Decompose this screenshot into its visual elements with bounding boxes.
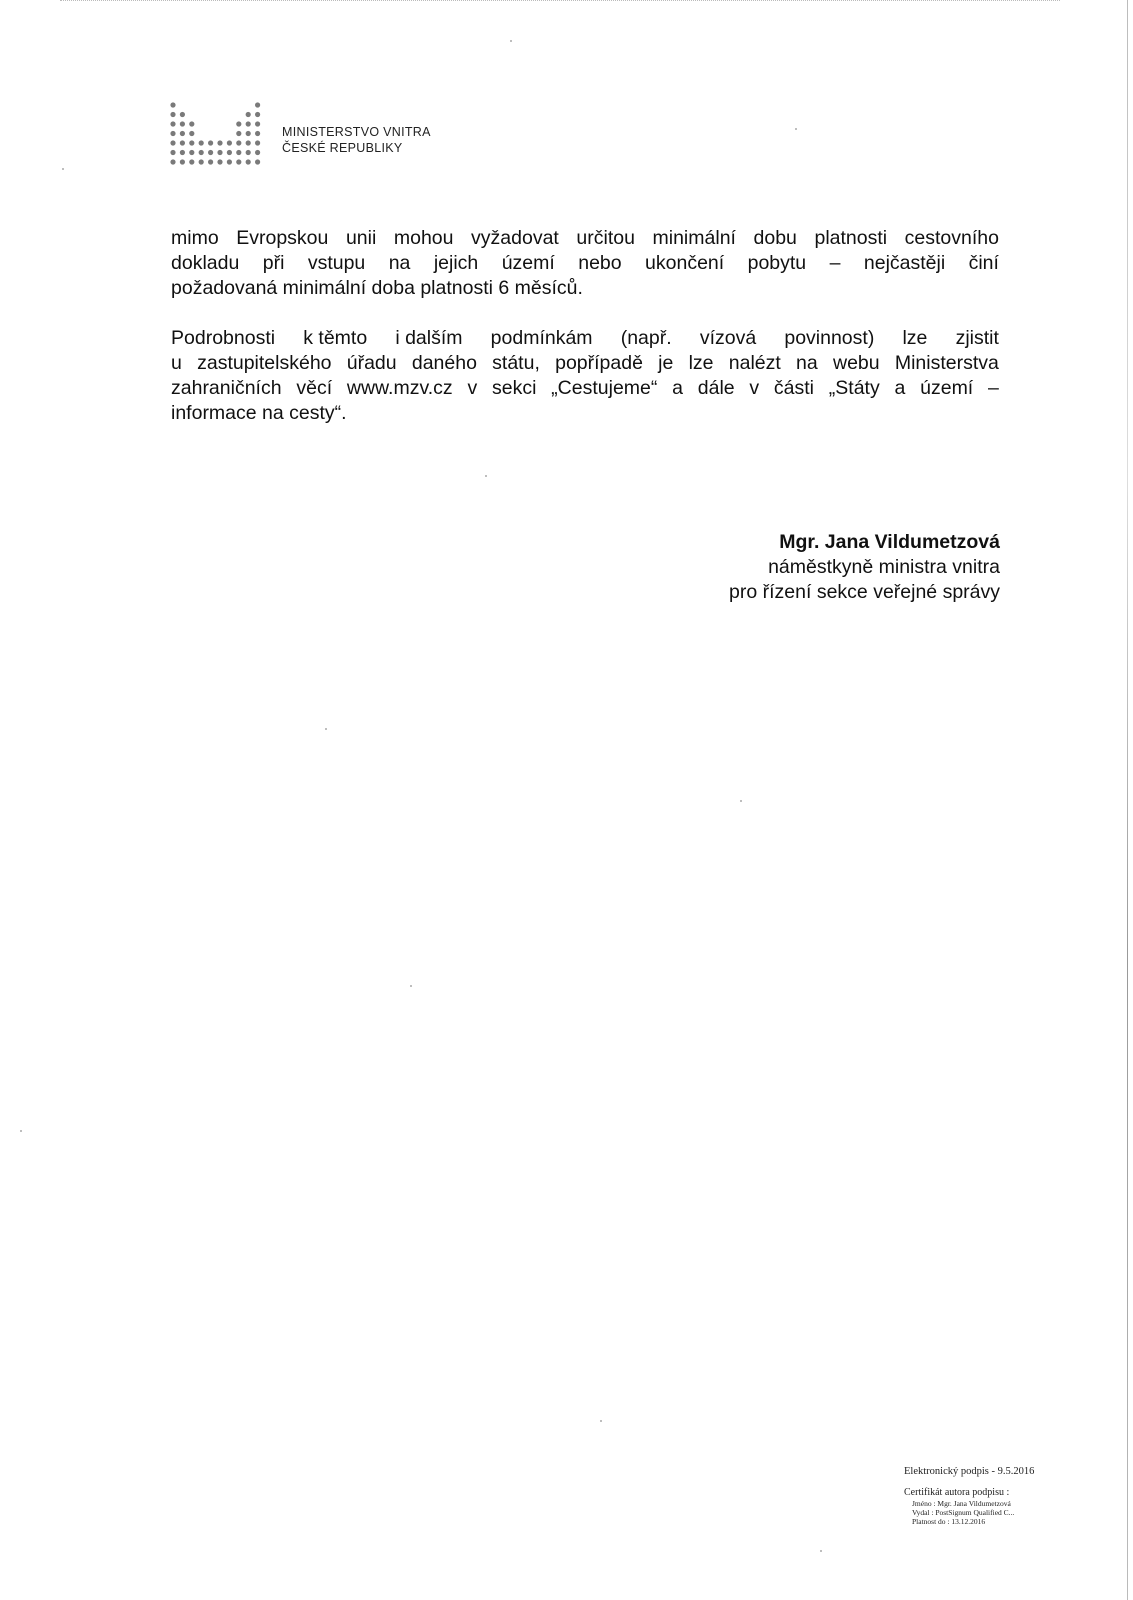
- paragraph-travel-document-validity: [171, 226, 999, 301]
- logo-dot: [236, 159, 241, 164]
- word: k těmto: [303, 327, 368, 349]
- logo-dot: [217, 140, 222, 145]
- mv-cr-dot-logo-icon: [170, 96, 270, 168]
- word: pobytu: [747, 252, 807, 274]
- scan-speck: [62, 168, 64, 170]
- word: platnosti: [814, 227, 888, 249]
- logo-dot: [170, 112, 175, 117]
- word: Podrobnosti: [171, 327, 276, 349]
- logo-dot: [170, 121, 175, 126]
- logo-dot: [189, 159, 194, 164]
- word: webu: [832, 352, 880, 374]
- word: lze: [902, 327, 928, 349]
- word: www.mzv.cz: [346, 377, 453, 399]
- text-line: [171, 376, 999, 401]
- word: zahraničních: [171, 377, 282, 399]
- org-line-1: MINISTERSTVO VNITRA: [282, 125, 431, 139]
- word: požadovaná minimální doba platnosti 6 měsíců.: [171, 277, 583, 299]
- word: „Státy: [828, 377, 880, 399]
- word: i dalším: [395, 327, 463, 349]
- word: při: [262, 252, 285, 274]
- logo-dot: [246, 112, 251, 117]
- logo-dot: [180, 159, 185, 164]
- word: informace na cesty“.: [171, 402, 347, 424]
- stamp-line-2: Certifikát autora podpisu :: [904, 1487, 1010, 1498]
- word: zjistit: [955, 327, 999, 349]
- logo-dot: [170, 150, 175, 155]
- text-line: [171, 326, 999, 351]
- logo-dot: [227, 159, 232, 164]
- word: minimální: [652, 227, 736, 249]
- word: území: [920, 377, 974, 399]
- scan-speck: [740, 800, 742, 802]
- word: je: [658, 352, 674, 374]
- logo-dot: [246, 131, 251, 136]
- word: sekci: [491, 377, 537, 399]
- logo-dot: [199, 159, 204, 164]
- scan-speck: [510, 40, 512, 42]
- logo-dot: [170, 140, 175, 145]
- scan-speck: [485, 475, 487, 477]
- scan-speck: [325, 728, 327, 730]
- word: vyžadovat: [471, 227, 559, 249]
- text-line: [171, 276, 999, 301]
- word: ukončení: [645, 252, 725, 274]
- word: mimo: [171, 227, 219, 249]
- logo-dot: [189, 150, 194, 155]
- logo-dot: [227, 140, 232, 145]
- logo-dot: [255, 121, 260, 126]
- scan-artifact-top: [60, 0, 1060, 2]
- text-line: [171, 351, 999, 376]
- word: mohou: [393, 227, 454, 249]
- word: činí: [968, 252, 999, 274]
- logo-dot: [217, 150, 222, 155]
- scan-speck: [410, 985, 412, 987]
- logo-dot: [255, 112, 260, 117]
- stamp-line-5: Platnost do : 13.12.2016: [912, 1517, 986, 1526]
- word: u: [171, 352, 182, 374]
- logo-dot: [236, 140, 241, 145]
- word: vízová: [699, 327, 757, 349]
- logo-dot: [255, 150, 260, 155]
- org-line-2: ČESKÉ REPUBLIKY: [282, 141, 403, 155]
- logo-dot: [227, 150, 232, 155]
- paragraph-further-information: [171, 326, 999, 426]
- stamp-line-4: Vydal : PostSignum Qualified C...: [912, 1508, 1015, 1517]
- word: dokladu: [171, 252, 240, 274]
- word: lze: [688, 352, 714, 374]
- logo-dot: [189, 131, 194, 136]
- word: nalézt: [728, 352, 781, 374]
- logo-dot: [170, 159, 175, 164]
- word: věcí: [296, 377, 333, 399]
- word: podmínkám: [490, 327, 593, 349]
- word: „Cestujeme“: [551, 377, 658, 399]
- logo-dot: [255, 131, 260, 136]
- word: vstupu: [307, 252, 366, 274]
- word: (např.: [620, 327, 672, 349]
- logo-dot: [246, 159, 251, 164]
- logo-dot: [180, 112, 185, 117]
- stamp-line-3: Jméno : Mgr. Jana Vildumetzová: [912, 1499, 1011, 1508]
- logo-dot: [180, 131, 185, 136]
- logo-dot: [180, 121, 185, 126]
- logo-dot: [170, 131, 175, 136]
- logo-dot: [180, 150, 185, 155]
- logo-dot: [246, 121, 251, 126]
- word: určitou: [576, 227, 635, 249]
- organization-name: [282, 124, 431, 156]
- stamp-line-1: Elektronický podpis - 9.5.2016: [904, 1466, 1035, 1477]
- logo-dot: [255, 159, 260, 164]
- word: území: [501, 252, 555, 274]
- logo-dot: [189, 121, 194, 126]
- word: –: [988, 377, 999, 399]
- text-line: [171, 226, 999, 251]
- word: Evropskou: [236, 227, 329, 249]
- scan-speck: [795, 128, 797, 130]
- logo-dot: [170, 102, 175, 107]
- logo-dot: [208, 159, 213, 164]
- letter-body: [171, 226, 999, 426]
- scan-speck: [600, 1420, 602, 1422]
- logo-dot: [189, 140, 194, 145]
- logo-dot: [255, 140, 260, 145]
- logo-dot: [208, 150, 213, 155]
- electronic-signature-stamp: [904, 1465, 1034, 1526]
- word: nebo: [578, 252, 622, 274]
- word: –: [829, 252, 841, 274]
- logo-dot: [199, 150, 204, 155]
- word: úřadu: [346, 352, 397, 374]
- logo-dot: [246, 140, 251, 145]
- logo-dot: [236, 150, 241, 155]
- word: Ministerstva: [894, 352, 999, 374]
- signatory-title-2: pro řízení sekce veřejné správy: [729, 581, 1000, 603]
- word: v: [467, 377, 478, 399]
- logo-dot: [199, 140, 204, 145]
- word: popřípadě: [555, 352, 643, 374]
- scan-speck: [820, 1550, 822, 1552]
- word: a: [894, 377, 906, 399]
- scan-speck: [20, 1130, 22, 1132]
- word: jejich: [433, 252, 479, 274]
- text-line: [171, 401, 999, 426]
- word: státu,: [492, 352, 540, 374]
- scan-artifact-edge: [1127, 0, 1128, 1600]
- logo-dot: [255, 102, 260, 107]
- word: nejčastěji: [863, 252, 946, 274]
- logo-dot: [236, 131, 241, 136]
- word: dále: [697, 377, 735, 399]
- signatory-name: Mgr. Jana Vildumetzová: [779, 531, 1000, 553]
- logo-dot: [236, 121, 241, 126]
- word: dobu: [753, 227, 797, 249]
- signature-block: [650, 530, 1000, 605]
- logo-dot: [208, 140, 213, 145]
- word: a: [672, 377, 683, 399]
- word: v: [749, 377, 760, 399]
- word: části: [773, 377, 815, 399]
- text-line: [171, 251, 999, 276]
- word: cestovního: [904, 227, 999, 249]
- word: daného: [411, 352, 477, 374]
- word: zastupitelského: [197, 352, 332, 374]
- word: unii: [345, 227, 377, 249]
- logo-dot: [217, 159, 222, 164]
- word: na: [796, 352, 818, 374]
- word: na: [388, 252, 411, 274]
- word: povinnost): [784, 327, 875, 349]
- logo-dot: [180, 140, 185, 145]
- logo-dot: [246, 150, 251, 155]
- signatory-title-1: náměstkyně ministra vnitra: [768, 556, 1000, 578]
